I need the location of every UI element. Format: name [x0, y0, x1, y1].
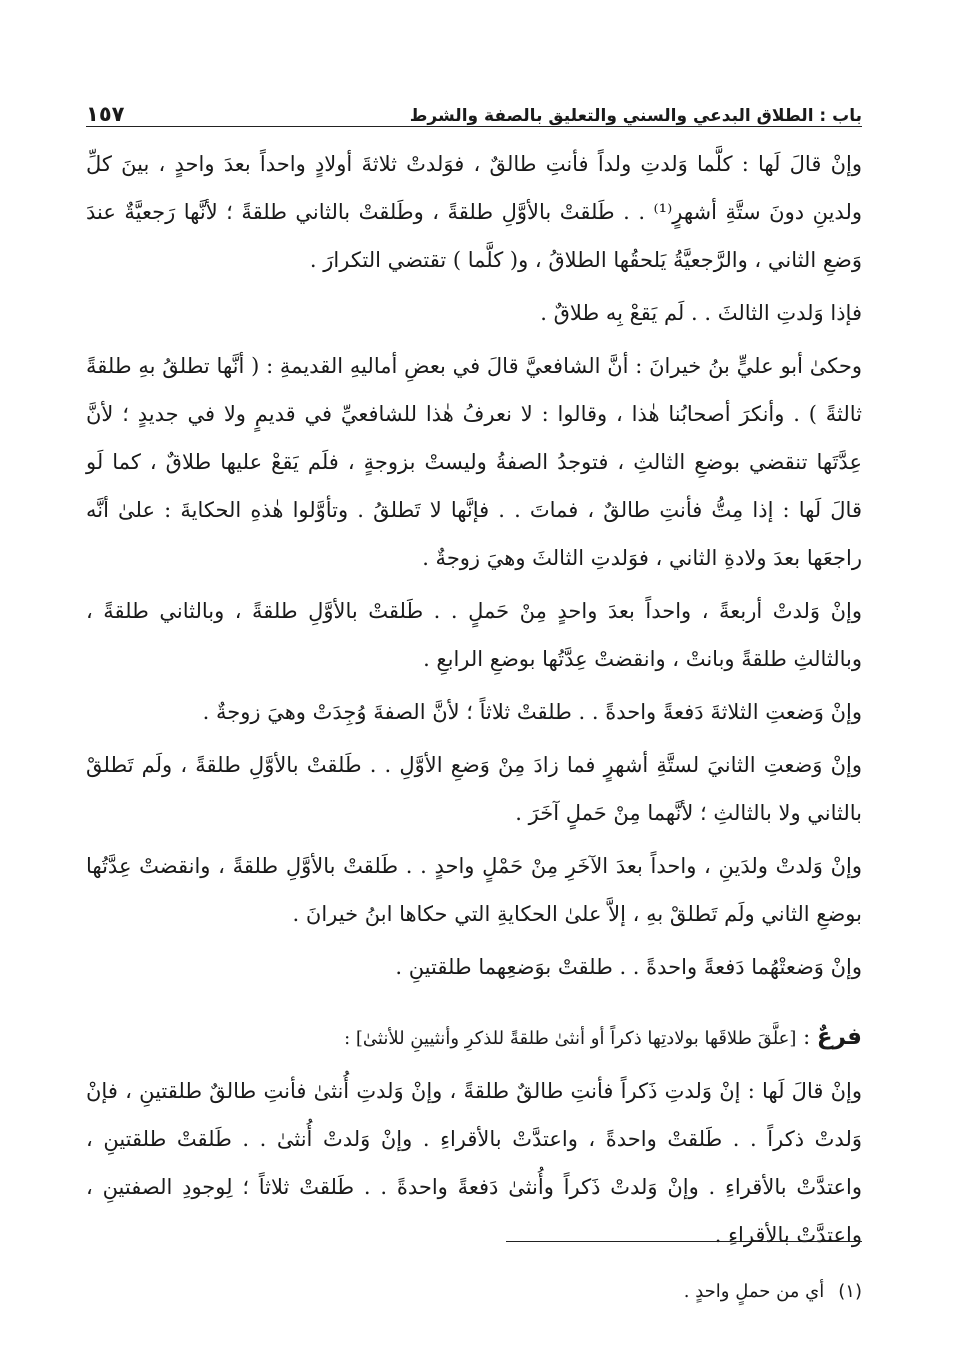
paragraph: وحكىٰ أبو عليٍّ بنُ خيرانَ : أنَّ الشافعيَّ قالَ في بعضِ أماليهِ القديمةِ : ( أنَّها تطلقُ بهِ طلقةً ثالثةً ) . وأنكرَ أصحابُنا هٰذا ، وقالوا : لا نعرفُ هٰذا للشافعيِّ في قديمٍ ولا في جديدٍ ؛ لأنَّ عِدَّتَها تنقضي بوضعِ الثالثِ ، فتوجدُ الصفةُ وليستْ بزوجةٍ ، فلَم يَقعْ عليها طلاقٌ ، كما لَو قالَ لَها : إذا مِتُّ فأنتِ طالقٌ ، فماتَ . . فإنَّها لا تَطلقُ . وتأوَّلوا هٰذهِ الحكايةَ : علىٰ أنَّه راجعَها بعدَ ولادةِ الثاني ، فوَلدتِ الثالثَ وهيَ زوجةٌ .	[86, 354, 862, 570]
running-header	[86, 86, 862, 126]
page-number: ١٥٧	[86, 102, 125, 126]
paragraph: وإنْ وَضعتْهُما دَفعةً واحدةً . . طلقتْ بوَضعِهما طلقتينِ .	[395, 955, 862, 979]
body-text	[86, 140, 862, 1264]
footnote-number: (١)	[838, 1281, 862, 1302]
section-heading	[86, 1013, 862, 1063]
section-paragraph: وإنْ قالَ لَها : إنْ وَلدتِ ذَكراً فأنتِ طالقٌ طلقةً ، وإنْ وَلدتِ أُنثىٰ فأنتِ طالقٌ طلقتينِ ، فإنْ وَلدتْ ذكراً . . طَلقتْ واحدةً ، واعتدَّتْ بالأقراءِ . وإنْ وَلدتْ أُنثىٰ . . طَلقتْ طلقتينِ ، واعتدَّتْ بالأقراءِ . وإنْ وَلدتْ ذَكراً وأُنثىٰ دَفعةً واحدةً . . طَلقتْ ثلاثاً ؛ لِوجودِ الصفتينِ ، واعتدَّتْ بالأقراءِ .	[86, 1079, 863, 1247]
footnote	[222, 1276, 862, 1308]
paragraph: فإذا وَلدتِ الثالثَ . . لَم يَقعْ بِه طلاقٌ .	[540, 301, 862, 325]
paragraph: وإنْ وَضعتِ الثلاثةَ دَفعةً واحدةً . . طلقتْ ثلاثاً ؛ لأنَّ الصفةَ وُجِدَتْ وهيَ زوجةٌ .	[202, 700, 862, 724]
paragraph: وإنْ قالَ لَها : كلَّما وَلدتِ ولداً فأنتِ طالقٌ ، فوَلدتْ ثلاثةَ أولادٍ واحداً بعدَ واحدٍ ، بينَ كلِّ ولدينِ دونَ ستَّةِ أشهرٍ⁽¹⁾ . . طَلقتْ بالأوَّلِ طلقةً ، وطَلقتْ بالثاني طلقةً ؛ لأنَّها رَجعيَّةٌ عندَ وَضعِ الثاني ، والرَّجعيَّةُ يَلحقُها الطلاقُ ، و( كلَّما ) تقتضي التكرارَ .	[86, 152, 862, 272]
footnote-rule	[506, 1241, 862, 1242]
section-title: [علَّقَ طلاقَها بولادتِها ذكراً أو أنثىٰ طلقةً للذكرِ وأنثيينِ للأنثىٰ] :	[344, 1028, 797, 1049]
running-title: باب : الطلاق البدعي والسني والتعليق بالصفة والشرط	[409, 106, 862, 126]
section-label: فرعٌ	[816, 1024, 862, 1050]
header-rule	[86, 126, 862, 127]
paragraph: وإنْ وَلدتْ أربعةً ، واحداً بعدَ واحدٍ مِنْ حَملٍ . . طَلقتْ بالأوَّلِ طلقةً ، وبالثاني طلقةً ، وبالثالثِ طلقةً وبانتْ ، وانقضتْ عِدَّتُها بوضعِ الرابعِ .	[86, 599, 862, 671]
footnote-text: أي من حملٍ واحدٍ .	[683, 1281, 825, 1302]
paragraph: وإنْ وَلدتْ ولدَينِ ، واحداً بعدَ الآخَرِ مِنْ حَمْلٍ واحدٍ . . طَلقتْ بالأوَّلِ طلقةً ، وانقضتْ عِدَّتُها بوضعِ الثاني ولَم تَطلقْ بهِ ، إلاَّ علىٰ الحكايةِ التي حكاها ابنُ خيرانَ .	[86, 854, 862, 926]
section-separator: :	[803, 1025, 811, 1049]
paragraph: وإنْ وَضعتِ الثانيَ لستَّةِ أشهرٍ فما زادَ مِنْ وَضعِ الأوَّلِ . . طَلقتْ بالأوَّلِ طلقةً ، ولَم تَطلقْ بالثاني ولا بالثالثِ ؛ لأنَّهما مِنْ حَملٍ آخَرَ .	[86, 753, 862, 825]
section-spacer	[86, 996, 862, 1013]
